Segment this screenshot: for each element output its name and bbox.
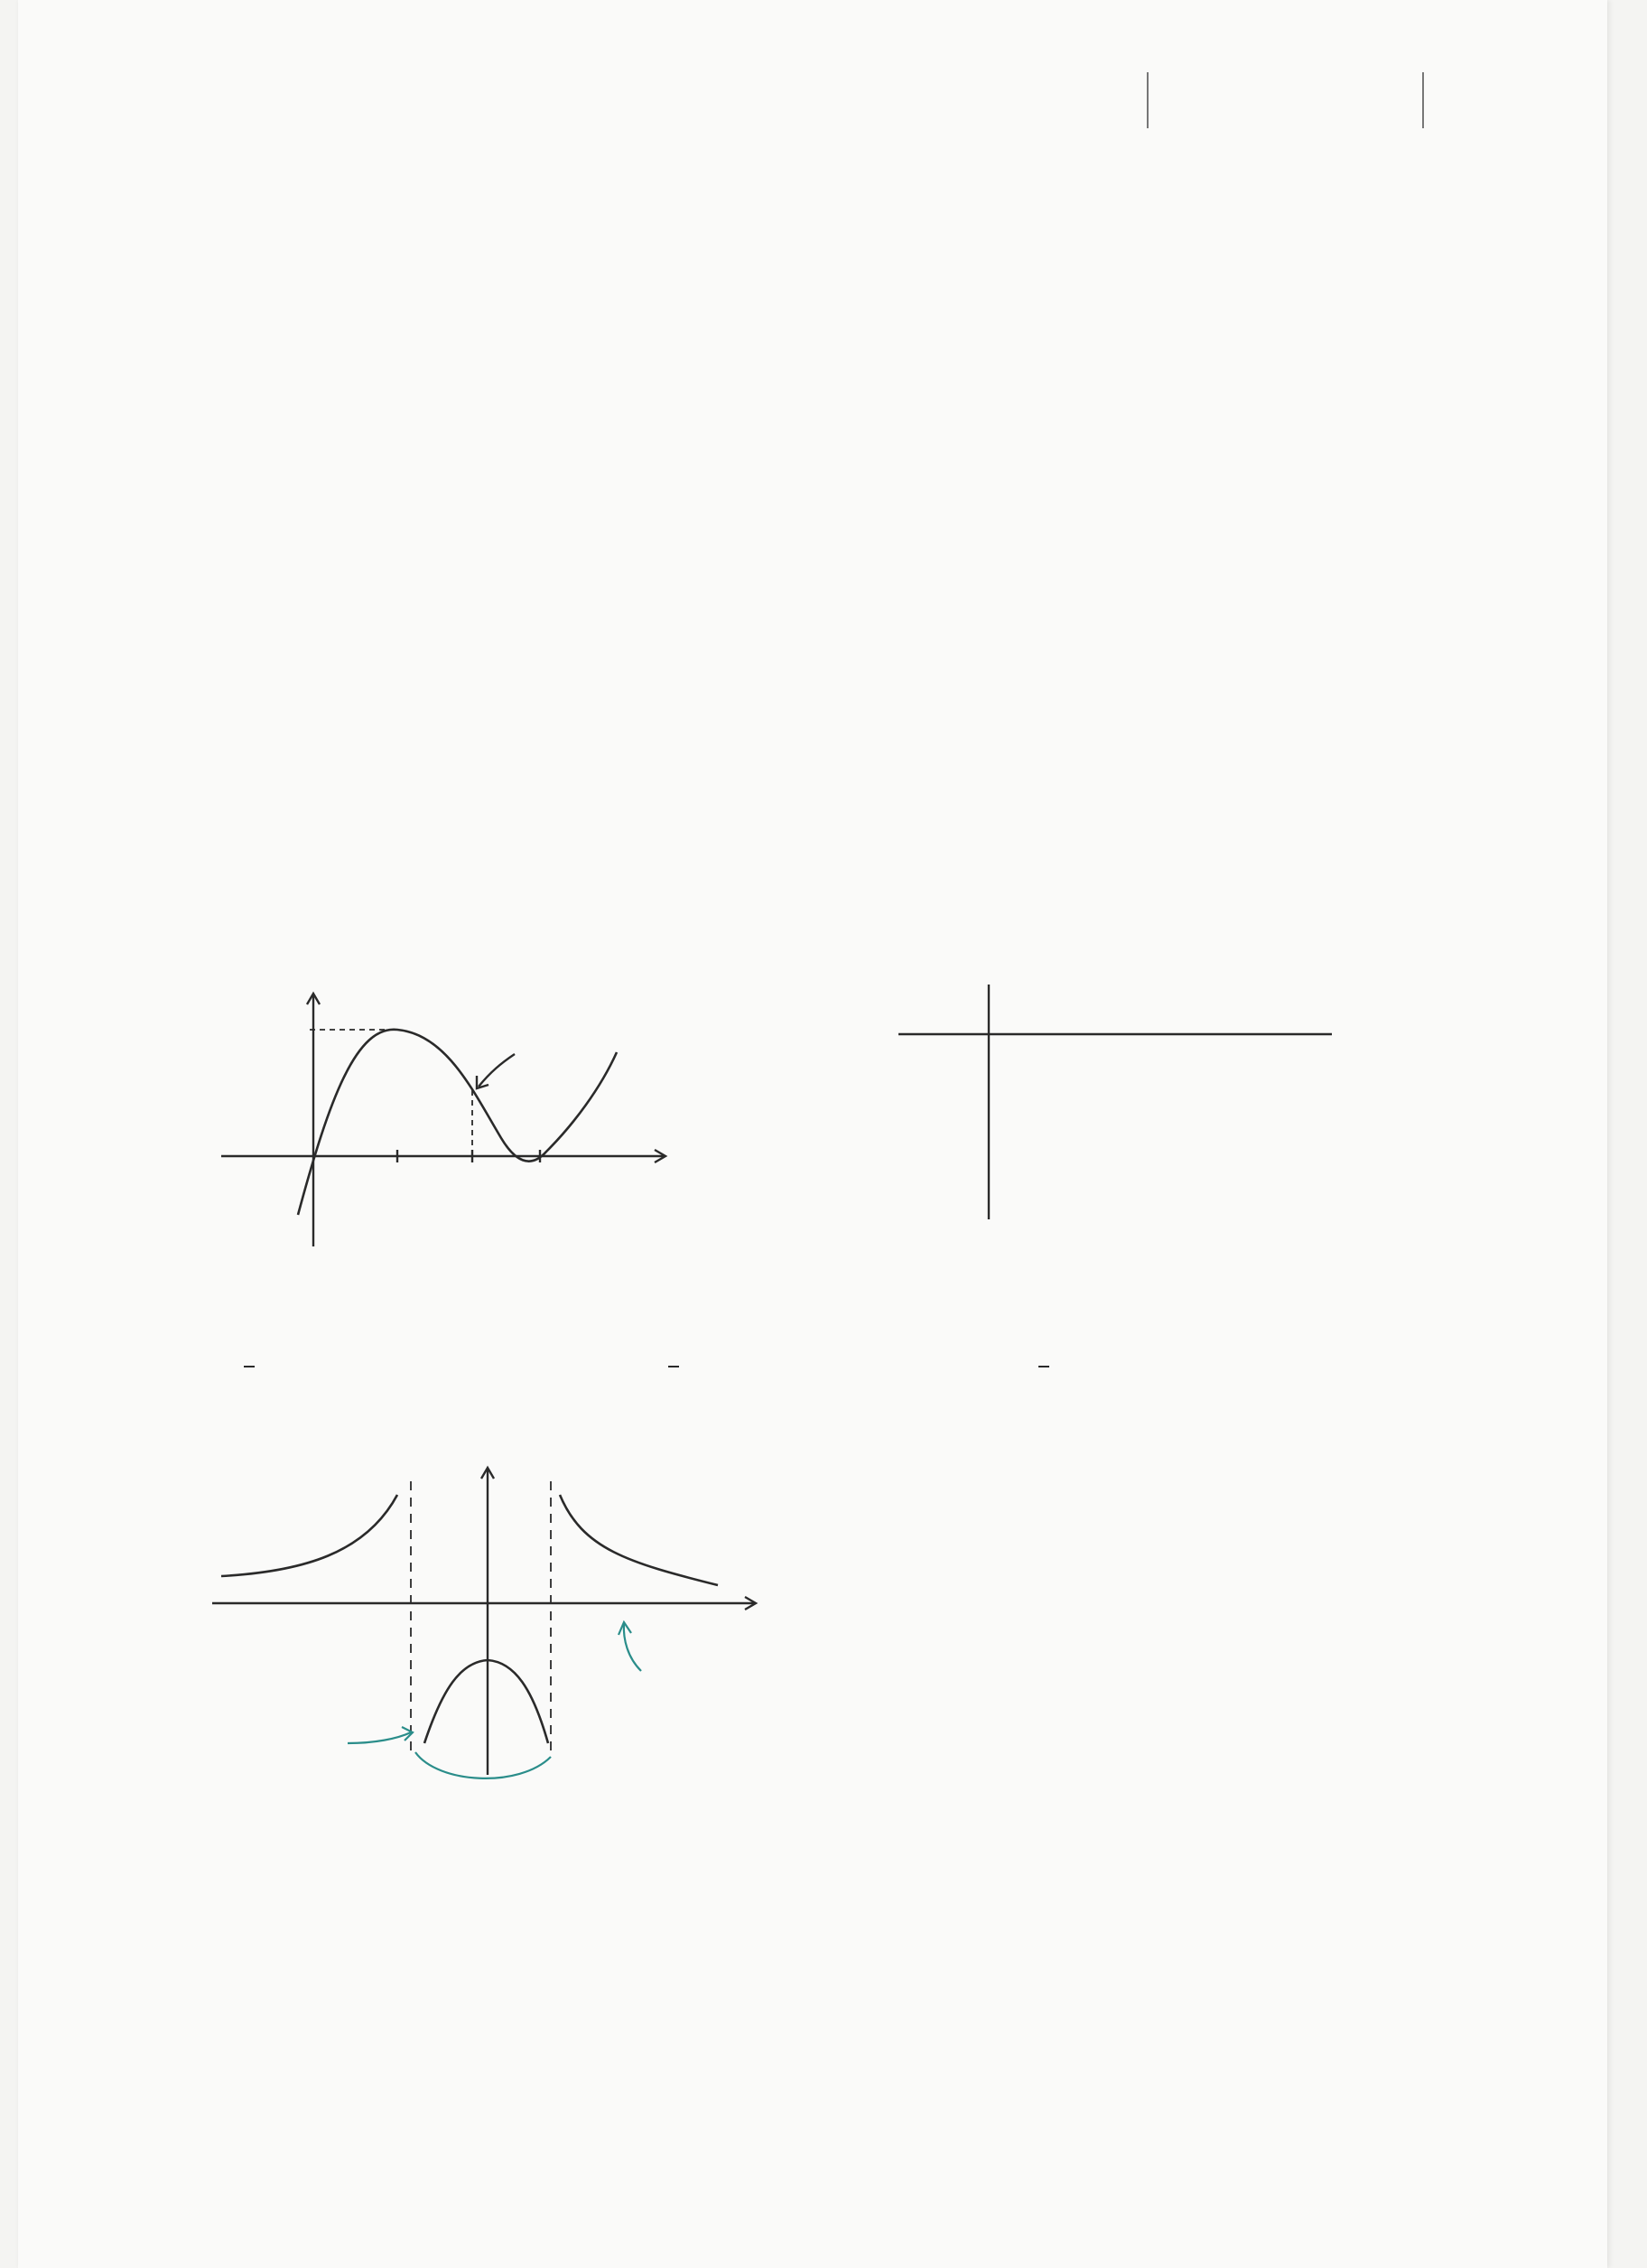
fraction-denominator (668, 1367, 679, 1371)
section2-f1-fraction (668, 1362, 679, 1371)
vertical-label-arrow (348, 1732, 411, 1743)
rational-graph (194, 1445, 844, 1770)
notebook-page (18, 0, 1607, 2268)
date-divider (1147, 72, 1149, 128)
sign-table-lines (898, 985, 1350, 1219)
annotation-arrow (479, 1054, 515, 1087)
fraction-denominator (244, 1367, 255, 1371)
cubic-graph (203, 989, 655, 1260)
fraction-denominator (1038, 1367, 1049, 1371)
no-divider (1422, 72, 1424, 128)
cubic-curve (298, 1030, 617, 1215)
branch-right (560, 1495, 718, 1585)
branch-middle (424, 1660, 548, 1743)
branch-left (221, 1495, 397, 1576)
spiral-binding (1595, 0, 1647, 2268)
section2-f-fraction (244, 1362, 255, 1371)
section2-f2-fraction (1038, 1362, 1049, 1371)
vertical-asymptote-bracket (415, 1752, 551, 1778)
horizontal-label-arrow (624, 1624, 641, 1671)
